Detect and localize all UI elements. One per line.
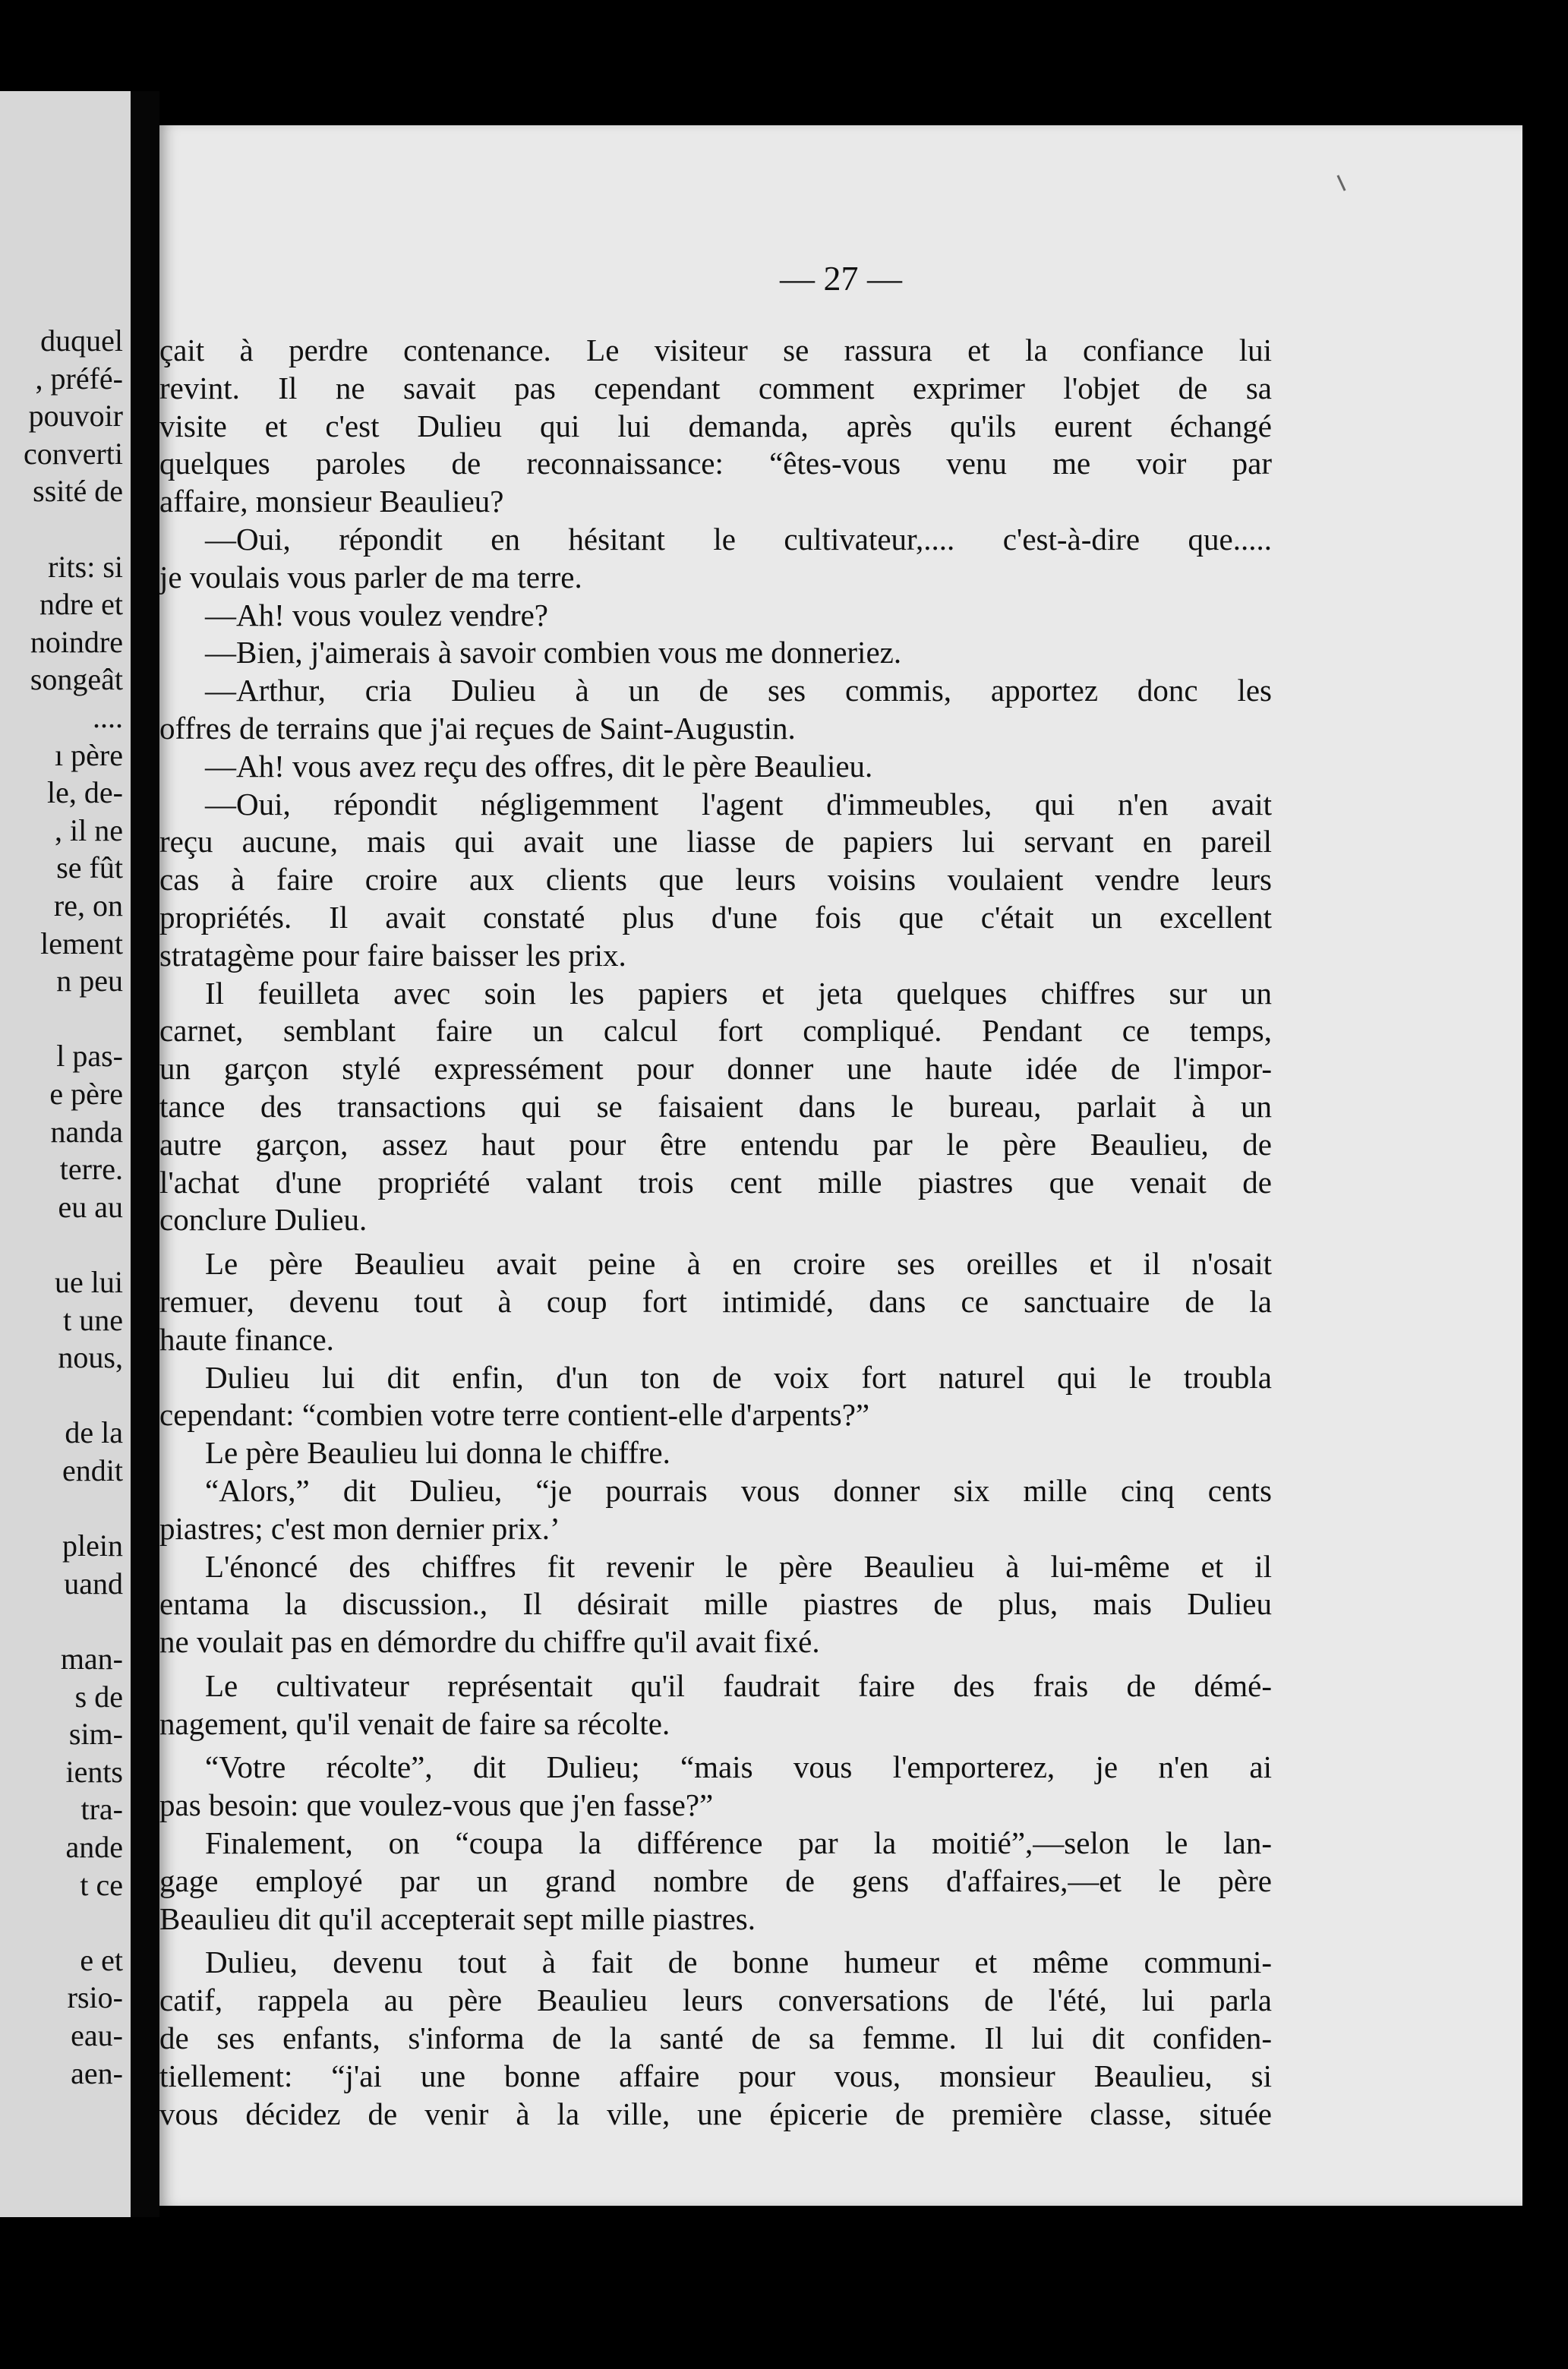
left-margin-fragment: pouvoir bbox=[28, 399, 123, 434]
left-margin-fragment: man- bbox=[60, 1642, 123, 1676]
text-line: carnet, semblant faire un calcul fort compliqué. Pendant ce temps, bbox=[159, 1013, 1272, 1049]
text-line: —Ah! vous avez reçu des offres, dit le père Beaulieu. bbox=[205, 748, 873, 784]
text-line: gage employé par un grand nombre de gens d'affaires,—et le père bbox=[159, 1863, 1272, 1898]
text-line: reçu aucune, mais qui avait une liasse de papiers lui servant en pareil bbox=[159, 824, 1272, 860]
left-margin-fragment: uand bbox=[64, 1566, 123, 1601]
left-margin-fragment: lement bbox=[40, 926, 123, 961]
left-margin-fragment: ients bbox=[65, 1754, 123, 1789]
left-margin-fragment: ı père bbox=[55, 737, 123, 772]
text-line: Le cultivateur représentait qu'il faudrait faire des frais de démé- bbox=[205, 1667, 1272, 1703]
text-line: catif, rappela au père Beaulieu leurs conversations de l'été, lui parla bbox=[159, 1983, 1272, 2018]
text-line: —Oui, répondit négligemment l'agent d'immeubles, qui n'en avait bbox=[205, 786, 1272, 822]
left-margin-fragment: t ce bbox=[80, 1867, 123, 1902]
text-line: autre garçon, assez haut pour être entendu par le père Beaulieu, de bbox=[159, 1126, 1272, 1162]
text-line: piastres; c'est mon dernier prix.’ bbox=[159, 1510, 560, 1546]
left-margin-fragment: songeât bbox=[30, 662, 123, 697]
left-margin-fragment: converti bbox=[23, 436, 123, 471]
left-margin-fragment: nous, bbox=[58, 1340, 123, 1375]
text-line: affaire, monsieur Beaulieu? bbox=[159, 484, 504, 519]
left-margin-fragment: nanda bbox=[50, 1114, 123, 1149]
text-line: je voulais vous parler de ma terre. bbox=[159, 559, 582, 595]
text-line: propriétés. Il avait constaté plus d'une fois que c'était un excellent bbox=[159, 899, 1272, 935]
left-margin-fragment: .... bbox=[93, 700, 123, 734]
text-line: de ses enfants, s'informa de la santé de sa femme. Il lui dit confiden- bbox=[159, 2020, 1272, 2056]
left-margin-fragment: rsio- bbox=[67, 1980, 123, 2015]
left-margin-fragment: terre. bbox=[59, 1152, 123, 1187]
text-line: —Ah! vous voulez vendre? bbox=[205, 597, 549, 632]
text-line: nagement, qu'il venait de faire sa récolte. bbox=[159, 1705, 670, 1741]
left-margin-fragment: tra- bbox=[80, 1792, 123, 1827]
page-number: — 27 — bbox=[780, 259, 902, 298]
text-line: revint. Il ne savait pas cependant comment exprimer l'objet de sa bbox=[159, 370, 1272, 405]
left-margin-fragment: l pas- bbox=[56, 1039, 123, 1074]
text-line: “Votre récolte”, dit Dulieu; “mais vous l'emporterez, je n'en ai bbox=[205, 1749, 1272, 1785]
left-margin-fragment: e et bbox=[80, 1942, 123, 1977]
text-line: haute finance. bbox=[159, 1321, 334, 1357]
text-line: Finalement, on “coupa la différence par la moitié”,—selon le lan- bbox=[205, 1825, 1272, 1861]
text-line: cependant: “combien votre terre contient-elle d'arpents?” bbox=[159, 1397, 870, 1433]
text-line: —Arthur, cria Dulieu à un de ses commis, apportez donc les bbox=[205, 673, 1272, 708]
text-line: quelques paroles de reconnaissance: “êtes-vous venu me voir par bbox=[159, 446, 1272, 481]
left-margin-fragment: eau- bbox=[71, 2018, 123, 2052]
page-text bbox=[159, 332, 1272, 2133]
page-gutter bbox=[131, 91, 159, 2217]
left-margin-fragment: re, on bbox=[53, 888, 123, 923]
text-line: pas besoin: que voulez-vous que j'en fasse?” bbox=[159, 1787, 714, 1823]
left-margin-fragment: rits: si bbox=[48, 549, 123, 584]
right-page bbox=[159, 125, 1522, 2206]
left-margin-fragment: le, de- bbox=[47, 775, 123, 810]
text-line: —Bien, j'aimerais à savoir combien vous me donneriez. bbox=[205, 635, 902, 670]
left-margin-fragment: e père bbox=[49, 1077, 123, 1111]
left-margin-fragment: sim- bbox=[68, 1717, 123, 1752]
left-margin-fragment: endit bbox=[62, 1453, 123, 1487]
left-margin-fragment: noindre bbox=[30, 624, 123, 659]
left-margin-fragment: de la bbox=[65, 1415, 123, 1450]
text-line: stratagème pour faire baisser les prix. bbox=[159, 937, 626, 973]
text-line: çait à perdre contenance. Le visiteur se rassura et la confiance lui bbox=[159, 333, 1272, 367]
left-margin-fragment: plein bbox=[62, 1528, 123, 1563]
text-line: offres de terrains que j'ai reçues de Saint-Augustin. bbox=[159, 710, 796, 746]
text-line: Le père Beaulieu lui donna le chiffre. bbox=[205, 1435, 670, 1471]
text-line: visite et c'est Dulieu qui lui demanda, après qu'ils eurent échangé bbox=[159, 408, 1272, 443]
text-line: Le père Beaulieu avait peine à en croire ses oreilles et il n'osait bbox=[205, 1246, 1272, 1282]
left-margin-fragment: n peu bbox=[56, 964, 123, 998]
text-line: cas à faire croire aux clients que leurs voisins voulaient vendre leurs bbox=[159, 862, 1272, 897]
left-margin-fragment: eu au bbox=[58, 1189, 123, 1224]
left-margin-fragment: aen- bbox=[71, 2055, 123, 2090]
left-margin-fragment: , préfé- bbox=[35, 361, 123, 396]
text-line: Dulieu lui dit enfin, d'un ton de voix fort naturel qui le troubla bbox=[205, 1359, 1272, 1395]
text-line: tance des transactions qui se faisaient dans le bureau, parlait à un bbox=[159, 1088, 1272, 1124]
text-line: remuer, devenu tout à coup fort intimidé, dans ce sanctuaire de la bbox=[159, 1283, 1272, 1319]
left-margin-fragment: ue lui bbox=[55, 1265, 123, 1299]
left-margin-fragment: duquel bbox=[40, 323, 123, 358]
left-margin-fragment: ande bbox=[65, 1830, 123, 1864]
left-margin-fragment: s de bbox=[74, 1679, 123, 1714]
text-line: conclure Dulieu. bbox=[159, 1202, 368, 1238]
text-line: entama la discussion., Il désirait mille piastres de plus, mais Dulieu bbox=[159, 1586, 1272, 1622]
left-margin-fragment: ssité de bbox=[33, 474, 123, 509]
left-margin-fragment: t une bbox=[63, 1302, 123, 1337]
text-line: tiellement: “j'ai une bonne affaire pour vous, monsieur Beaulieu, si bbox=[159, 2058, 1272, 2093]
text-line: un garçon stylé expressément pour donner une haute idée de l'impor- bbox=[159, 1051, 1272, 1087]
text-line: “Alors,” dit Dulieu, “je pourrais vous donner six mille cinq cents bbox=[205, 1472, 1272, 1508]
text-line: Dulieu, devenu tout à fait de bonne humeur et même communi- bbox=[205, 1945, 1272, 1980]
left-margin-fragment: se fût bbox=[56, 850, 123, 885]
left-page-fragment bbox=[0, 91, 131, 2217]
text-line: Beaulieu dit qu'il accepterait sept mille piastres. bbox=[159, 1901, 756, 1936]
text-line: vous décidez de venir à la ville, une épicerie de première classe, située bbox=[159, 2096, 1272, 2131]
text-line: —Oui, répondit en hésitant le cultivateur,.... c'est-à-dire que..... bbox=[205, 521, 1272, 557]
left-margin-fragment: ndre et bbox=[39, 587, 123, 622]
text-line: Il feuilleta avec soin les papiers et jeta quelques chiffres sur un bbox=[205, 975, 1272, 1011]
text-line: l'achat d'une propriété valant trois cent mille piastres que venait de bbox=[159, 1164, 1272, 1200]
left-margin-fragment: , il ne bbox=[55, 812, 123, 847]
text-line: ne voulait pas en démordre du chiffre qu'il avait fixé. bbox=[159, 1624, 820, 1660]
text-line: L'énoncé des chiffres fit revenir le père Beaulieu à lui-même et il bbox=[205, 1548, 1272, 1584]
